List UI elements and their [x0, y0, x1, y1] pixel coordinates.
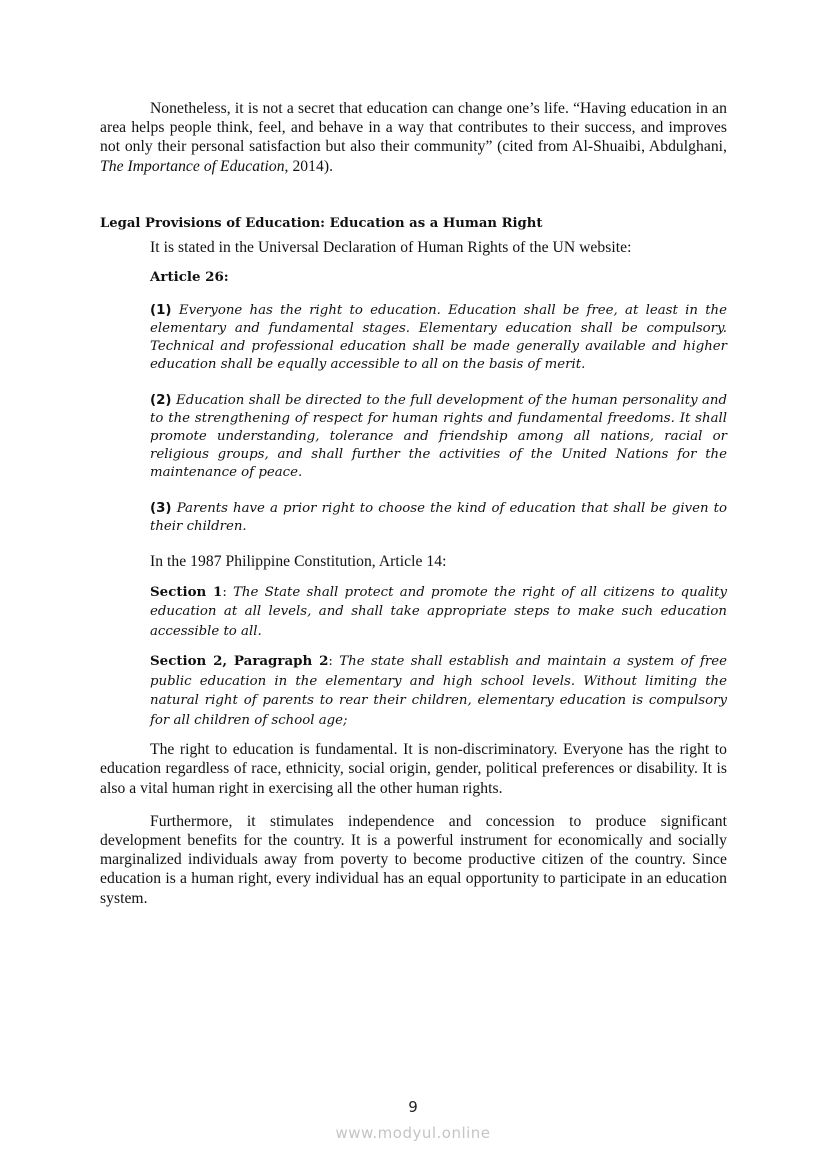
clause-text: Parents have a prior right to choose the kind of education that shall be given to their children.	[150, 501, 727, 535]
article-clause-1	[150, 302, 727, 374]
intro-paragraph	[100, 99, 727, 176]
clause-text: Education shall be directed to the full development of the human personality and to the strengthening of respect for human rights and fundamental freedoms. It shall promote understanding, tolerance and friendship among all nations, racial or religious groups, and shall further the activities of the United Nations for the maintenance of peace.	[150, 393, 727, 481]
intro-text: Nonetheless, it is not a secret that education can change one’s life. “Having education in an area helps people think, feel, and behave in a way that contributes to their success, and improves not only their personal satisfaction but also their community” (cited from Al-Shuaibi, Abdulghani,	[100, 100, 727, 156]
clause-number: (1)	[150, 303, 172, 319]
constitution-section-1: Section 1: The State shall protect and promote the right of all citizens to quality education at all levels, and shall take appropriate steps to make such education accessible to all.	[150, 583, 727, 639]
body-paragraph-2: Furthermore, it stimulates independence and concession to produce significant development benefits for the country. It is a powerful instrument for economically and socially marginalized individuals away from poverty to become productive citizen of the country. Since education is a human right, every individual has an equal opportunity to participate in an education system.	[100, 812, 727, 907]
document-page	[100, 99, 727, 908]
clause-text: Everyone has the right to education. Education shall be free, at least in the elementary and fundamental stages. Elementary education shall be compulsory. Technical and professional education shall be made generally available and higher education shall be equally accessible to all on the basis of merit.	[150, 303, 727, 373]
constitution-intro: In the 1987 Philippine Constitution, Article 14:	[150, 553, 447, 571]
section-text: The State shall protect and promote the right of all citizens to quality education at all levels, and shall take appropriate steps to make such education accessible to all.	[150, 584, 727, 639]
article-clause-3	[150, 500, 727, 536]
udhr-intro: It is stated in the Universal Declaration of Human Rights of the UN website:	[150, 239, 632, 257]
intro-text-end: , 2014).	[284, 157, 334, 175]
clause-number: (2)	[150, 393, 172, 409]
section-heading: Legal Provisions of Education: Education as a Human Right	[100, 215, 543, 231]
section-text: The state shall establish and maintain a system of free public education in the elementary and high school levels. Without limiting the natural right of parents to rear their children, elementary education is compulsory for all children of school age;	[150, 654, 727, 728]
article-label: Article 26:	[150, 269, 229, 286]
article-clause-2	[150, 392, 727, 482]
section-label: Section 1	[150, 583, 223, 600]
page-number: 9	[408, 1098, 418, 1116]
section-label: Section 2, Paragraph 2	[150, 653, 329, 670]
clause-number: (3)	[150, 501, 172, 517]
body-paragraph-1: The right to education is fundamental. It is non-discriminatory. Everyone has the right to education regardless of race, ethnicity, social origin, gender, political preferences or disability. It is also a vital human right in exercising all the other human rights.	[100, 741, 727, 797]
watermark: www.modyul.online	[335, 1124, 491, 1142]
constitution-section-2: Section 2, Paragraph 2: The state shall establish and maintain a system of free public education in the elementary and high school levels. Without limiting the natural right of parents to rear their children, elementary education is compulsory for all children of school age;	[150, 653, 727, 728]
cited-title: The Importance of Education	[100, 157, 285, 175]
